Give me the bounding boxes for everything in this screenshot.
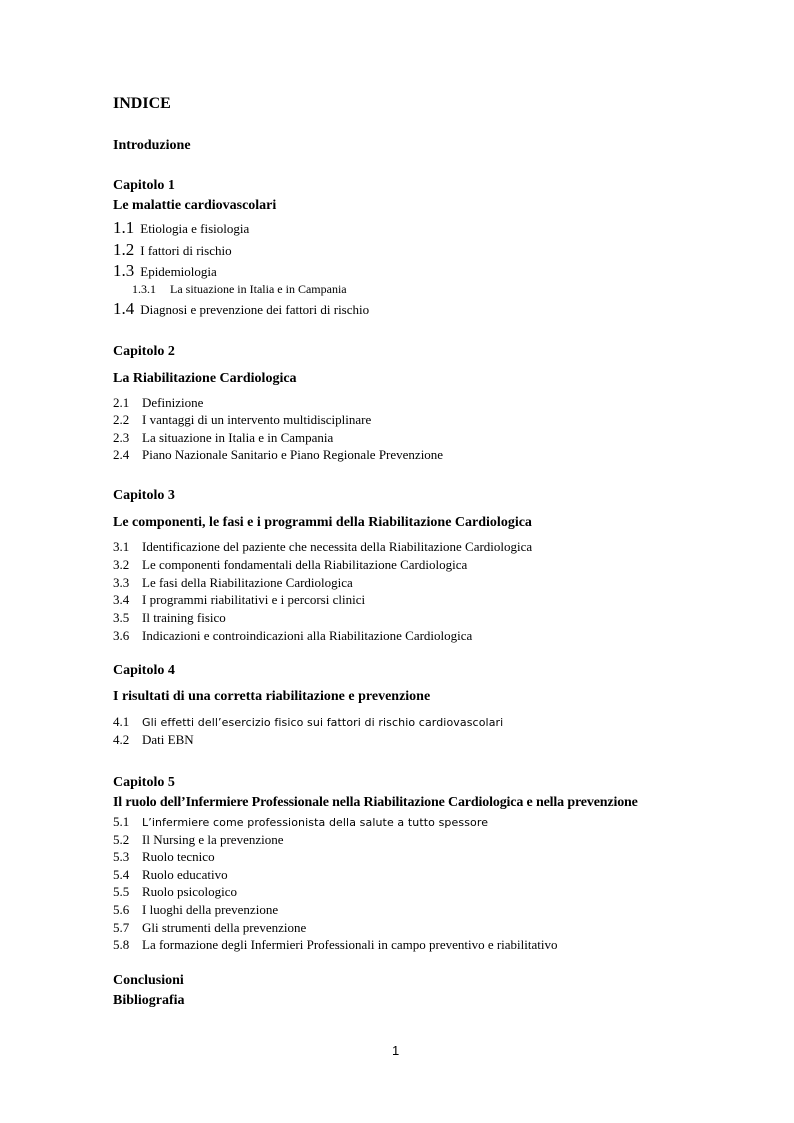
toc-entry xyxy=(113,557,467,573)
toc-entry xyxy=(113,412,371,428)
entry-text: La formazione degli Infermieri Professionali in campo preventivo e riabilitativo xyxy=(142,937,558,952)
entry-number: 2.1 xyxy=(113,395,130,410)
entry-number: 2.3 xyxy=(113,430,130,445)
chapter-3-label: Capitolo 3 xyxy=(113,488,175,503)
entry-text: Il Nursing e la prevenzione xyxy=(142,832,284,847)
entry-number: 1.3.1 xyxy=(132,282,156,296)
toc-subentry xyxy=(132,282,347,297)
toc-entry xyxy=(113,849,215,865)
entry-text: L’infermiere come professionista della salute a tutto spessore xyxy=(142,816,489,829)
entry-text: Gli effetti dell’esercizio fisico sui fattori di rischio cardiovascolari xyxy=(142,716,504,729)
toc-entry xyxy=(113,240,232,260)
entry-number: 3.4 xyxy=(113,592,130,607)
toc-entry xyxy=(113,937,558,953)
toc-introduzione: Introduzione xyxy=(113,138,191,153)
toc-entry xyxy=(113,884,237,900)
entry-number: 5.3 xyxy=(113,849,130,864)
entry-text: Diagnosi e prevenzione dei fattori di rischio xyxy=(140,302,370,317)
entry-text: Identificazione del paziente che necessita della Riabilitazione Cardiologica xyxy=(142,539,533,554)
toc-entry xyxy=(113,714,503,730)
entry-text: Il training fisico xyxy=(142,610,226,625)
entry-text: I vantaggi di un intervento multidisciplinare xyxy=(142,412,372,427)
entry-number: 5.1 xyxy=(113,814,130,829)
toc-entry xyxy=(113,902,278,918)
toc-entry xyxy=(113,299,369,319)
entry-number: 5.7 xyxy=(113,920,130,935)
entry-text: Ruolo educativo xyxy=(142,867,228,882)
entry-text: I fattori di rischio xyxy=(140,243,232,258)
entry-number: 5.4 xyxy=(113,867,130,882)
entry-text: Definizione xyxy=(142,395,204,410)
page-number: 1 xyxy=(392,1043,400,1058)
entry-text: La situazione in Italia e in Campania xyxy=(142,430,334,445)
entry-number: 1.1 xyxy=(113,218,135,237)
toc-entry xyxy=(113,218,249,238)
entry-text: La situazione in Italia e in Campania xyxy=(170,282,347,296)
chapter-2-title: La Riabilitazione Cardiologica xyxy=(113,371,297,386)
chapter-5-label: Capitolo 5 xyxy=(113,775,175,790)
entry-text: I luoghi della prevenzione xyxy=(142,902,279,917)
toc-entry xyxy=(113,832,284,848)
entry-number: 1.3 xyxy=(113,261,135,280)
toc-entry xyxy=(113,920,306,936)
chapter-4-label: Capitolo 4 xyxy=(113,663,175,678)
chapter-3-title: Le componenti, le fasi e i programmi della Riabilitazione Cardiologica xyxy=(113,515,532,530)
entry-number: 4.2 xyxy=(113,732,130,747)
entry-number: 2.4 xyxy=(113,447,130,462)
toc-entry xyxy=(113,628,472,644)
entry-number: 5.8 xyxy=(113,937,130,952)
entry-number: 3.6 xyxy=(113,628,130,643)
toc-entry xyxy=(113,592,365,608)
entry-number: 3.1 xyxy=(113,539,130,554)
toc-entry xyxy=(113,261,217,281)
entry-text: I programmi riabilitativi e i percorsi clinici xyxy=(142,592,366,607)
chapter-4-title: I risultati di una corretta riabilitazione e prevenzione xyxy=(113,689,431,704)
entry-number: 1.4 xyxy=(113,299,135,318)
chapter-5-title: Il ruolo dell’Infermiere Professionale nella Riabilitazione Cardiologica e nella prevenzione xyxy=(113,795,638,810)
toc-bibliografia: Bibliografia xyxy=(113,993,185,1008)
entry-text: Dati EBN xyxy=(142,732,194,747)
entry-text: Piano Nazionale Sanitario e Piano Regionale Prevenzione xyxy=(142,447,444,462)
entry-number: 1.2 xyxy=(113,240,135,259)
toc-entry xyxy=(113,447,443,463)
chapter-1-title: Le malattie cardiovascolari xyxy=(113,198,277,213)
toc-entry xyxy=(113,814,488,830)
chapter-2-label: Capitolo 2 xyxy=(113,344,175,359)
entry-number: 2.2 xyxy=(113,412,130,427)
toc-conclusioni: Conclusioni xyxy=(113,973,184,988)
toc-entry xyxy=(113,732,194,748)
entry-text: Le componenti fondamentali della Riabilitazione Cardiologica xyxy=(142,557,468,572)
entry-number: 5.6 xyxy=(113,902,130,917)
entry-text: Indicazioni e controindicazioni alla Riabilitazione Cardiologica xyxy=(142,628,473,643)
entry-number: 3.3 xyxy=(113,575,130,590)
entry-number: 4.1 xyxy=(113,714,130,729)
chapter-1-label: Capitolo 1 xyxy=(113,178,175,193)
toc-entry xyxy=(113,430,333,446)
page-title: INDICE xyxy=(113,95,171,112)
toc-entry xyxy=(113,867,228,883)
toc-entry xyxy=(113,395,203,411)
entry-number: 5.2 xyxy=(113,832,130,847)
entry-text: Epidemiologia xyxy=(140,264,217,279)
toc-entry xyxy=(113,575,353,591)
entry-number: 5.5 xyxy=(113,884,130,899)
entry-number: 3.2 xyxy=(113,557,130,572)
entry-text: Ruolo tecnico xyxy=(142,849,215,864)
entry-text: Le fasi della Riabilitazione Cardiologica xyxy=(142,575,353,590)
entry-text: Ruolo psicologico xyxy=(142,884,237,899)
entry-number: 3.5 xyxy=(113,610,130,625)
toc-entry xyxy=(113,539,532,555)
entry-text: Etiologia e fisiologia xyxy=(140,221,250,236)
entry-text: Gli strumenti della prevenzione xyxy=(142,920,307,935)
toc-entry xyxy=(113,610,226,626)
